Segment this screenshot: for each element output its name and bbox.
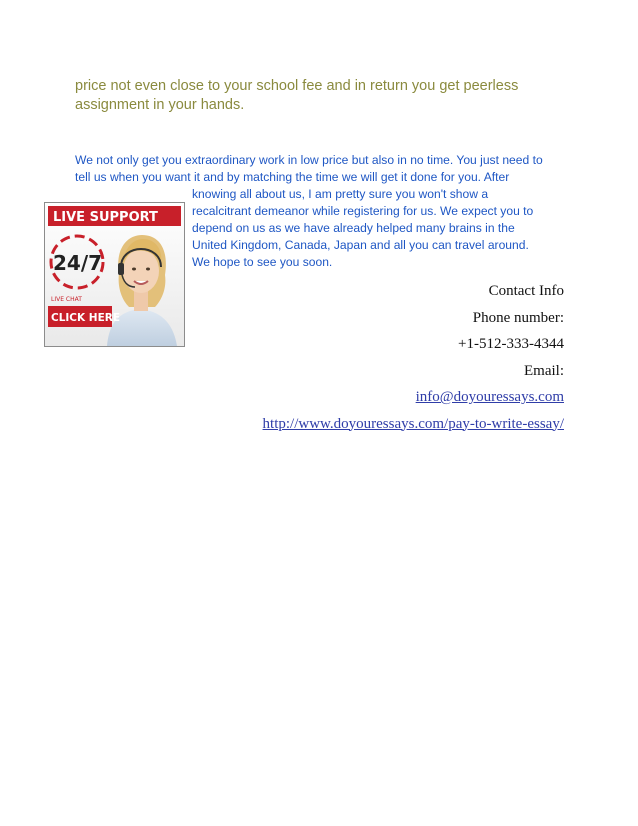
body-line-3: knowing all about us, I am pretty sure you won't show a (192, 187, 489, 201)
contact-block (84, 278, 564, 437)
body-paragraph-wrapped (192, 186, 572, 271)
intro-paragraph (75, 77, 565, 115)
body-line-2: tell us when you want it and by matching the time we will get it done for you. After (75, 170, 510, 184)
badge-small-text: LIVE CHAT (51, 296, 82, 303)
body-line-7: We hope to see you soon. (192, 255, 333, 269)
body-line-1: We not only get you extraordinary work in low price but also in no time. You just need to (75, 153, 543, 167)
website-link[interactable]: http://www.doyouressays.com/pay-to-write-essay/ (262, 415, 564, 432)
badge-top-text: LIVE SUPPORT (53, 210, 158, 225)
email-link[interactable]: info@doyouressays.com (415, 389, 564, 405)
badge-hours: 24/7 (53, 251, 103, 275)
intro-line-2: assignment in your hands. (75, 97, 245, 113)
phone-label: Phone number: (472, 309, 564, 326)
body-paragraph-top (75, 152, 575, 186)
intro-line-1: price not even close to your school fee and in return you get peerless (75, 78, 519, 94)
badge-cta: CLICK HERE (51, 312, 121, 324)
email-label: Email: (524, 362, 564, 379)
body-line-5: depend on us as we have already helped many brains in the (192, 221, 515, 235)
phone-number: +1-512-333-4344 (458, 336, 564, 352)
body-line-6: United Kingdom, Canada, Japan and all you can travel around. (192, 238, 529, 252)
body-line-4: recalcitrant demeanor while registering for us. We expect you to (192, 204, 534, 218)
email-row (84, 384, 564, 411)
url-row (84, 411, 564, 438)
contact-heading: Contact Info (488, 283, 564, 299)
